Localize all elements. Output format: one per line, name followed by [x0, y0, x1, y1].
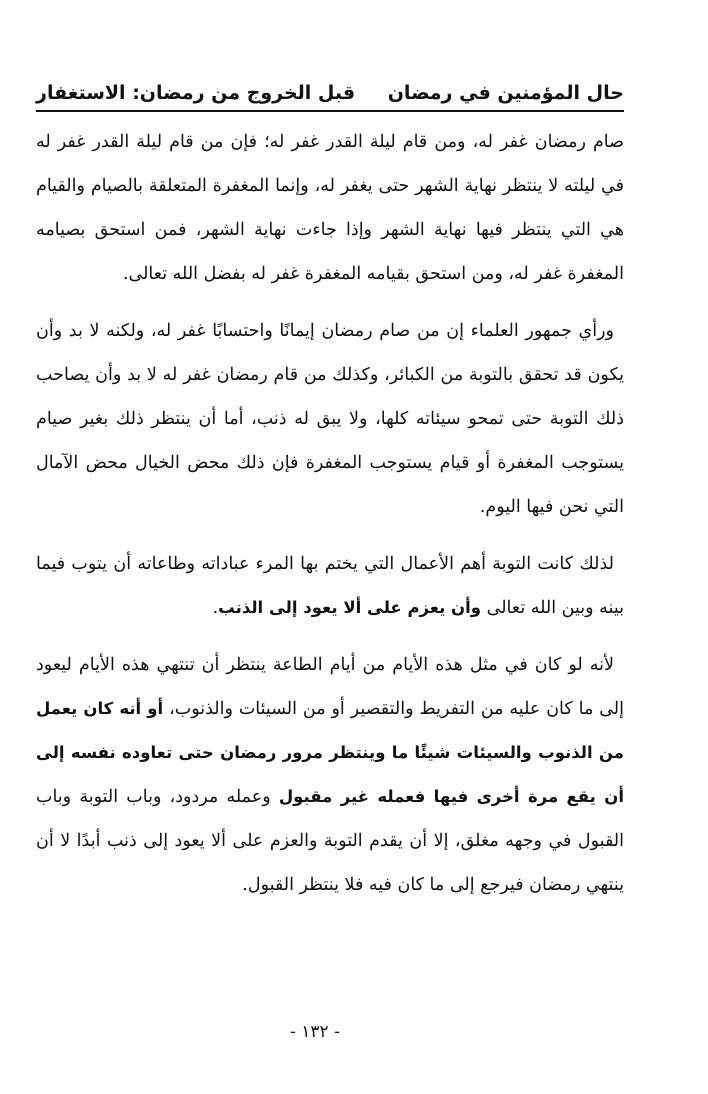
paragraph-1	[36, 120, 624, 296]
paragraph-2-text: ورأي جمهور العلماء إن من صام رمضان إيمانًا واحتسابًا غفر له، ولكنه لا بد وأن يكون قد تحقق بالتوبة من الكبائر، وكذلك من قام رمضان غفر له لا بد وأن يصاحب ذلك التوبة حتى تمحو سيئاته كلها، ولا يبق له ذنب، أما أن ينتظر ذلك بغير صيام يستوجب المغفرة أو قيام يستوجب المغفرة فإن ذلك محض الخيال محض الآمال التي نحن فيها اليوم.	[36, 321, 624, 517]
paragraph-1-text: صام رمضان غفر له، ومن قام ليلة القدر غفر له؛ فإن من قام ليلة القدر غفر له في ليلته لا ينتظر نهاية الشهر حتى يغفر له، وإنما المغفرة المتعلقة بالصيام والقيام هي التي ينتظر فيها نهاية الشهر وإذا جاءت نهاية الشهر، فمن استحق بصيامه المغفرة غفر له، ومن استحق بقيامه المغفرة غفر له بفضل الله تعالى.	[36, 132, 624, 284]
page-number: - ١٣٢ -	[290, 1022, 340, 1042]
header-chapter-title: قبل الخروج من رمضان: الاستغفار	[36, 82, 356, 104]
paragraph-4	[36, 643, 624, 907]
page-body	[36, 120, 624, 907]
paragraph-4-after: وعمله مردود، وباب التوبة وباب القبول في وجهه مغلق، إلا أن يقدم التوبة والعزم على ألا يعود إلى ذنب أبدًا لا أن ينتهي رمضان فيرجع إلى ما كان فيه فلا ينتظر القبول.	[36, 787, 624, 895]
running-header	[36, 74, 624, 112]
paragraph-3-after: .	[212, 598, 219, 618]
paragraph-4-text: لأنه لو كان في مثل هذه الأيام من أيام الطاعة ينتظر أن تنتهي هذه الأيام ليعود إلى ما كان عليه من التفريط والتقصير أو من السيئات والذنوب،	[36, 655, 624, 719]
paragraph-3-text: لذلك كانت التوبة أهم الأعمال التي يختم بها المرء عباداته وطاعاته أن يتوب فيما بينه وبين الله تعالى	[36, 554, 624, 618]
paragraph-2	[36, 309, 624, 529]
paragraph-4-bold: أو أنه كان يعمل من الذنوب والسيئات شيئًا ما وينتظر مرور رمضان حتى تعاوده نفسه إلى أن يقع مرة أخرى فيها فعمله غير مقبول	[36, 699, 624, 806]
paragraph-3-bold: وأن يعزم على ألا يعود إلى الذنب	[218, 598, 482, 617]
paragraph-3	[36, 542, 624, 630]
header-book-title: حال المؤمنين في رمضان	[387, 82, 624, 104]
